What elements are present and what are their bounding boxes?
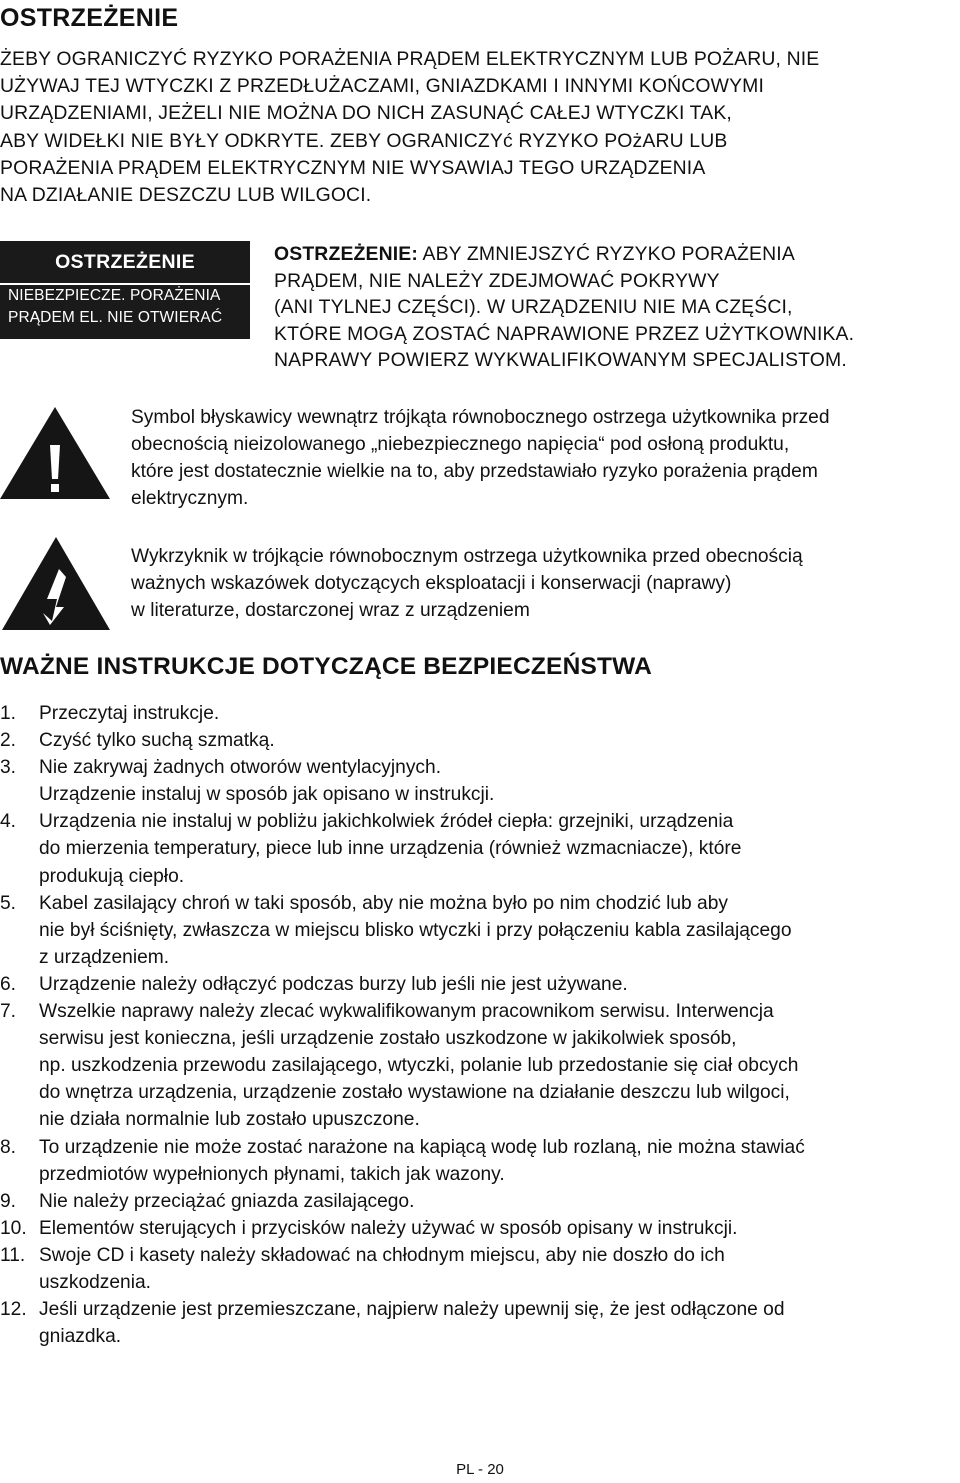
- instruction-list: [0, 700, 960, 1350]
- warning-line: NA DZIAŁANIE DESZCZU LUB WILGOCI.: [0, 184, 372, 207]
- list-item-number: 2.: [0, 730, 17, 752]
- list-item-number: 10.: [0, 1217, 27, 1239]
- list-item: [0, 890, 960, 971]
- list-item-line: To urządzenie nie może zostać narażone na kapiącą wodę lub rozlaną, nie można stawiać: [39, 1136, 805, 1158]
- symbol-description: [131, 404, 960, 512]
- caution-label: [0, 241, 250, 339]
- warning-line: UŻYWAJ TEJ WTYCZKI Z PRZEDŁUŻACZAMI, GNIAZDKAMI I INNYMI KOŃCOWYMI: [0, 75, 764, 98]
- section-heading: WAŻNE INSTRUKCJE DOTYCZĄCE BEZPIECZEŃSTWA: [0, 653, 653, 680]
- cover-warning-line: PRĄDEM, NIE NALEŻY ZDEJMOWAĆ POKRYWY: [274, 269, 720, 292]
- list-item: [0, 1242, 960, 1296]
- list-item-number: 6.: [0, 973, 17, 995]
- list-item-line: nie działa normalnie lub zostało upuszczone.: [39, 1109, 420, 1131]
- list-item-number: 4.: [0, 811, 17, 833]
- cover-warning-line: [274, 241, 960, 268]
- list-item: [0, 700, 960, 727]
- list-item-line: Jeśli urządzenie jest przemieszczane, najpierw należy upewnij się, że jest odłączone od: [39, 1299, 785, 1321]
- list-item: [0, 1188, 960, 1215]
- list-item: [0, 971, 960, 998]
- list-item-line: Urządzenia nie instaluj w pobliżu jakichkolwiek źródeł ciepła: grzejniki, urządzenia: [39, 811, 734, 833]
- warning-line: URZĄDZENIAMI, JEŻELI NIE MOŻNA DO NICH ZASUNĄĆ CAŁEJ WTYCZKI TAK,: [0, 102, 732, 125]
- list-item: [0, 727, 960, 754]
- list-item-line: Urządzenie instaluj w sposób jak opisano w instrukcji.: [39, 784, 495, 806]
- lightning-triangle-icon: [2, 537, 110, 630]
- list-item-line: uszkodzenia.: [39, 1271, 151, 1293]
- page-title: OSTRZEŻENIE: [0, 4, 179, 32]
- list-item-line: przedmiotów wypełnionych płynami, takich jak wazony.: [39, 1163, 505, 1185]
- list-item-line: do mierzenia temperatury, piece lub inne urządzenia (również wzmacniacze), które: [39, 838, 742, 860]
- symbol-description-line: ważnych wskazówek dotyczących eksploatacji i konserwacji (naprawy): [131, 573, 732, 594]
- warning-paragraph: [0, 46, 960, 209]
- cover-warning-line: KTÓRE MOGĄ ZOSTAĆ NAPRAWIONE PRZEZ UŻYTKOWNIKA.: [274, 322, 855, 345]
- caution-label-divider: [0, 283, 250, 285]
- caution-label-title: OSTRZEŻENIE: [55, 251, 195, 273]
- list-item: [0, 754, 960, 808]
- list-item-number: 12.: [0, 1299, 27, 1321]
- list-item-line: Czyść tylko suchą szmatką.: [39, 730, 275, 752]
- list-item: [0, 998, 960, 1133]
- list-item: [0, 1134, 960, 1188]
- list-item-number: 3.: [0, 757, 17, 779]
- symbol-description: [131, 543, 960, 624]
- symbol-description-line: Symbol błyskawicy wewnątrz trójkąta równobocznego ostrzega użytkownika przed: [131, 407, 830, 428]
- list-item: [0, 1296, 960, 1350]
- exclamation-triangle-icon: [0, 407, 110, 499]
- cover-warning-prefix: OSTRZEŻENIE:: [274, 243, 419, 265]
- list-item-line: np. uszkodzenia przewodu zasilającego, wtyczki, polanie lub przedostanie się ciał obcych: [39, 1055, 799, 1077]
- list-item: [0, 808, 960, 889]
- list-item-line: Nie zakrywaj żadnych otworów wentylacyjnych.: [39, 757, 442, 779]
- list-item-line: serwisu jest konieczna, jeśli urządzenie zostało uszkodzone w jakikolwiek sposób,: [39, 1028, 737, 1050]
- page-number: PL - 20: [456, 1461, 504, 1478]
- list-item-number: 11.: [0, 1244, 26, 1266]
- list-item-line: do wnętrza urządzenia, urządzenie zostało wystawione na działanie deszczu lub wilgoci,: [39, 1082, 790, 1104]
- list-item-number: 8.: [0, 1136, 17, 1158]
- warning-line: ŻEBY OGRANICZYĆ RYZYKO PORAŻENIA PRĄDEM ELEKTRYCZNYM LUB POŻARU, NIE: [0, 48, 820, 70]
- symbol-description-line: w literaturze, dostarczonej wraz z urządzeniem: [131, 600, 530, 621]
- symbol-description-line: obecnością nieizolowanego „niebezpiecznego napięcia“ pod osłoną produktu,: [131, 434, 790, 455]
- list-item-line: z urządzeniem.: [39, 946, 170, 968]
- caution-label-line: PRĄDEM EL. NIE OTWIERAĆ: [8, 309, 223, 326]
- caution-label-line: NIEBEZPIECZE. PORAŻENIA: [8, 287, 221, 304]
- list-item-line: Przeczytaj instrukcje.: [39, 703, 220, 724]
- cover-warning-text: ABY ZMNIEJSZYĆ RYZYKO PORAŻENIA: [418, 243, 795, 265]
- list-item-line: Wszelkie naprawy należy zlecać wykwalifikowanym pracownikom serwisu. Interwencja: [39, 1001, 774, 1023]
- warning-line: PORAŻENIA PRĄDEM ELEKTRYCZNYM NIE WYSAWIAJ TEGO URZĄDZENIA: [0, 156, 706, 179]
- list-item-line: Nie należy przeciążać gniazda zasilającego.: [39, 1190, 415, 1212]
- list-item: [0, 1215, 960, 1242]
- list-item-line: Swoje CD i kasety należy składować na chłodnym miejscu, aby nie doszło do ich: [39, 1244, 725, 1266]
- list-item-line: Urządzenie należy odłączyć podczas burzy lub jeśli nie jest używane.: [39, 973, 628, 995]
- cover-warning-line: NAPRAWY POWIERZ WYKWALIFIKOWANYM SPECJALISTOM.: [274, 349, 847, 371]
- list-item-line: produkują ciepło.: [39, 865, 185, 887]
- list-item-number: 9.: [0, 1190, 17, 1212]
- list-item-line: gniazdka.: [39, 1326, 122, 1348]
- list-item-number: 5.: [0, 892, 17, 914]
- cover-warning: [274, 241, 960, 374]
- symbol-description-line: które jest dostatecznie wielkie na to, aby przedstawiało ryzyko porażenia prądem: [131, 461, 818, 482]
- warning-line: ABY WIDEŁKI NIE BYŁY ODKRYTE. ZEBY OGRANICZYć RYZYKO POżARU LUB: [0, 129, 728, 152]
- list-item-number: 7.: [0, 1001, 17, 1023]
- list-item-number: 1.: [0, 703, 17, 724]
- list-item-line: Kabel zasilający chroń w taki sposób, aby nie można było po nim chodzić lub aby: [39, 892, 728, 914]
- list-item-line: nie był ściśnięty, zwłaszcza w miejscu blisko wtyczki i przy połączeniu kabla zasilającego: [39, 919, 792, 941]
- list-item-line: Elementów sterujących i przycisków należy używać w sposób opisany w instrukcji.: [39, 1217, 738, 1239]
- cover-warning-line: (ANI TYLNEJ CZĘŚCI). W URZĄDZENIU NIE MA CZĘŚCI,: [274, 296, 793, 318]
- symbol-description-line: elektrycznym.: [131, 488, 249, 509]
- symbol-description-line: Wykrzyknik w trójkącie równobocznym ostrzega użytkownika przed obecnością: [131, 546, 803, 567]
